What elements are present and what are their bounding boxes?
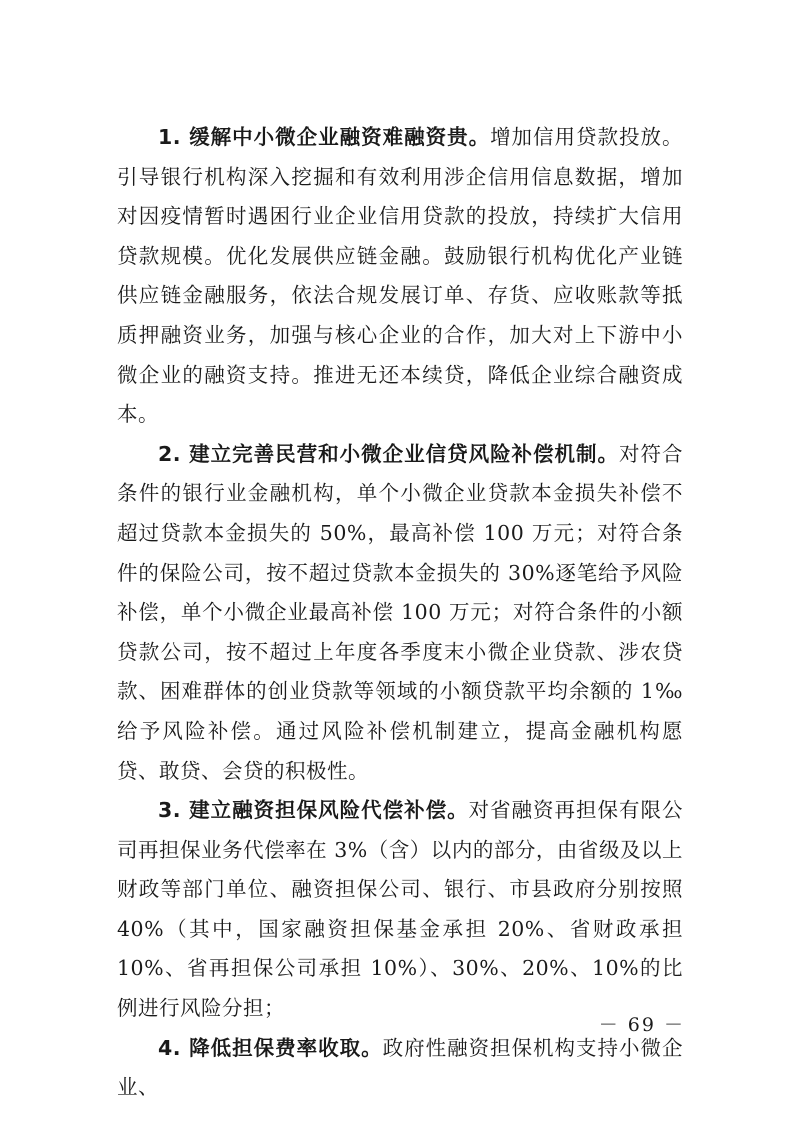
paragraph-heading: 1. 缓解中小微企业融资难融资贵。 [158,125,491,149]
paragraph-2 [117,435,683,791]
paragraph-heading: 4. 降低担保费率收取。 [158,1035,383,1060]
paragraph-text: 政府性融资担保机构支持小微企业、 [117,1035,683,1100]
page-number: － 69 － [598,1014,685,1036]
paragraph-text: 增加信用贷款投放。引导银行机构深入挖掘和有效利用涉企信用信息数据，增加对因疫情暂时遇困行业企业信用贷款的投放，持续扩大信用贷款规模。优化发展供应链金融。鼓励银行机构优化产业链供应链金融服务，依法合规发展订单、存货、应收账款等抵质押融资业务，加强与核心企业的合作，加大对上下游中小微企业的融资支持。推进无还本续贷，降低企业综合融资成本。 [117,125,683,427]
paragraph-heading: 3. 建立融资担保风险代偿补偿。 [158,798,469,823]
paragraph-text: 对符合条件的银行业金融机构，单个小微企业贷款本金损失补偿不超过贷款本金损失的 50%，最高补偿 100 万元；对符合条件的保险公司，按不超过贷款本金损失的 30%逐笔给予风险补偿，单个小微企业最高补偿 100 万元；对符合条件的小额贷款公司，按不超过上年度各季度末小微企业贷款、涉农贷款、困难群体的创业贷款等领域的小额贷款平均余额的 1‰给予风险补偿。通过风险补偿机制建立，提高金融机构愿贷、敢贷、会贷的积极性。 [117,441,684,783]
body-text [117,118,683,1108]
paragraph-heading: 2. 建立完善民营和小微企业信贷风险补偿机制。 [158,441,620,466]
paragraph-text: 对省融资再担保有限公司再担保业务代偿率在 3%（含）以内的部分，由省级及以上财政等部门单位、融资担保公司、银行、市县政府分别按照 40%（其中，国家融资担保基金承担 20%、省财政承担 10%、省再担保公司承担 10%）、30%、20%、10%的比例进行风险分担； [117,798,683,1021]
paragraph-4 [117,1029,683,1108]
paragraph-1 [117,118,683,435]
paragraph-3 [117,791,683,1029]
